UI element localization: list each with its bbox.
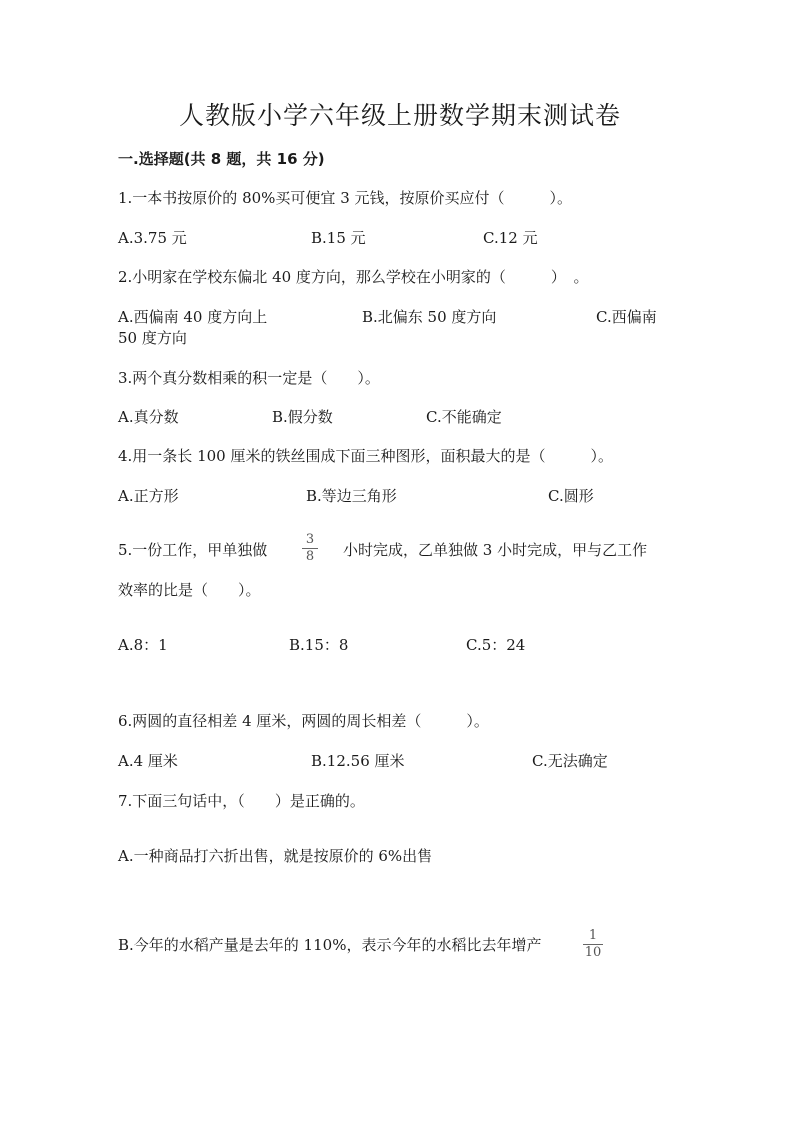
- q1-option-c: C.12 元: [483, 229, 538, 247]
- question-1: 1.一本书按原价的 80%买可便宜 3 元钱，按原价买应付（ ）。: [118, 189, 573, 207]
- q4-option-a: A.正方形: [118, 487, 179, 505]
- q7-fraction-denominator: 10: [584, 945, 602, 960]
- q3-option-c: C.不能确定: [426, 408, 502, 426]
- question-5-part-3: 效率的比是（ ）。: [118, 581, 261, 599]
- q7-fraction: [583, 929, 603, 960]
- q5-option-c: C.5：24: [466, 636, 526, 654]
- q2-option-c-continued: 50 度方向: [118, 329, 187, 347]
- q5-fraction: [302, 533, 318, 564]
- question-5-part-2: 小时完成，乙单独做 3 小时完成，甲与乙工作: [343, 541, 648, 559]
- q6-option-a: A.4 厘米: [118, 752, 178, 770]
- question-2: 2.小明家在学校东偏北 40 度方向，那么学校在小明家的（ ） 。: [118, 268, 589, 286]
- q2-option-a: A.西偏南 40 度方向上: [118, 308, 268, 326]
- q4-option-c: C.圆形: [548, 487, 594, 505]
- q5-fraction-denominator: 8: [305, 549, 315, 564]
- question-5-part-1: 5.一份工作，甲单独做: [118, 541, 268, 559]
- q6-option-c: C.无法确定: [532, 752, 608, 770]
- q6-option-b: B.12.56 厘米: [311, 752, 405, 770]
- question-7: 7.下面三句话中，（ ）是正确的。: [118, 792, 365, 810]
- q7-fraction-numerator: 1: [588, 928, 598, 943]
- q3-option-b: B.假分数: [272, 408, 333, 426]
- q2-option-b: B.北偏东 50 度方向: [362, 308, 497, 326]
- q1-option-b: B.15 元: [311, 229, 366, 247]
- question-6: 6.两圆的直径相差 4 厘米，两圆的周长相差（ ）。: [118, 712, 489, 730]
- q5-fraction-numerator: 3: [305, 532, 315, 547]
- section-heading: 一.选择题(共 8 题，共 16 分): [118, 150, 325, 168]
- q7-option-b: B.今年的水稻产量是去年的 110%，表示今年的水稻比去年增产: [118, 936, 542, 954]
- question-4: 4.用一条长 100 厘米的铁丝围成下面三种图形，面积最大的是（ ）。: [118, 447, 613, 465]
- q3-option-a: A.真分数: [118, 408, 179, 426]
- q5-option-a: A.8：1: [118, 636, 168, 654]
- q5-option-b: B.15：8: [289, 636, 349, 654]
- q4-option-b: B.等边三角形: [306, 487, 397, 505]
- q1-option-a: A.3.75 元: [118, 229, 187, 247]
- question-3: 3.两个真分数相乘的积一定是（ ）。: [118, 369, 380, 387]
- page-title: 人教版小学六年级上册数学期末测试卷: [178, 101, 621, 130]
- q7-option-a: A.一种商品打六折出售，就是按原价的 6%出售: [118, 847, 433, 865]
- q2-option-c: C.西偏南: [596, 308, 657, 326]
